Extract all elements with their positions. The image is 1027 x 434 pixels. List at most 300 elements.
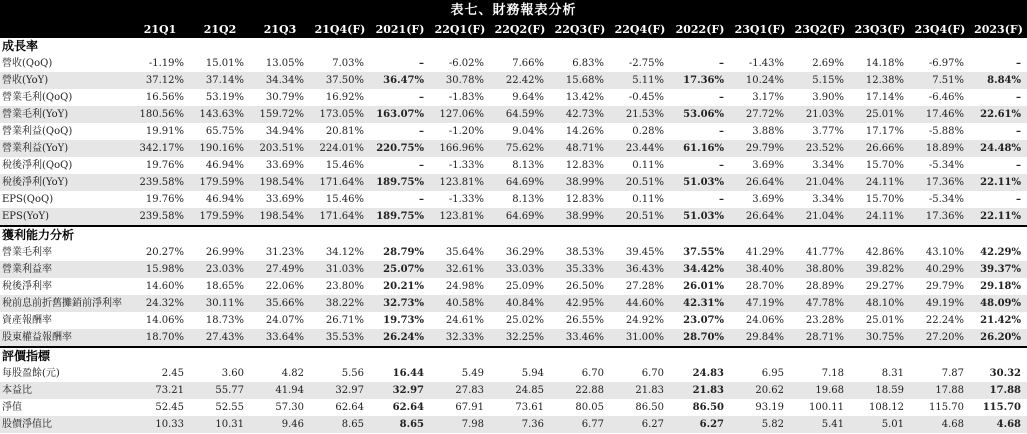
table-cell: 19.91% [145,126,184,137]
table-cell: -6.02% [448,58,484,69]
table-row [0,295,1027,312]
table-cell: 37.50% [325,75,364,86]
table-cell: 189.75% [376,177,424,188]
row-label: 營業利益(QoQ) [2,126,73,137]
table-cell: 14.26% [565,126,604,137]
table-cell: -6.97% [928,58,964,69]
table-cell: 24.48% [980,143,1021,154]
table-row [0,244,1027,261]
table-cell: 26.50% [565,281,604,292]
table-cell: 30.75% [865,332,904,343]
table-cell: 44.60% [625,298,664,309]
table-cell: 23.03% [205,264,244,275]
table-cell: -5.88% [928,126,964,137]
column-header: 23Q2(F) [794,23,846,36]
table-cell: 4.68 [996,419,1021,430]
table-cell: 18.59 [875,385,904,396]
table-cell: – [419,92,424,103]
row-label: 本益比 [2,385,32,396]
table-cell: 10.33 [155,419,184,430]
table-row [0,140,1027,157]
table-cell: 163.07% [376,109,424,120]
row-label: 稅後淨利(QoQ) [2,160,73,171]
table-cell: 42.95% [565,298,604,309]
table-cell: 3.69% [752,160,784,171]
table-cell: 48.09% [980,298,1021,309]
column-header: 23Q3(F) [854,23,906,36]
table-cell: 220.75% [376,143,424,154]
table-cell: 180.56% [139,109,184,120]
table-cell: 19.68 [815,385,844,396]
table-cell: 9.64% [512,92,544,103]
table-cell: 115.70 [982,402,1021,413]
table-cell: 20.21% [383,281,424,292]
row-label: 營收(YoY) [2,75,49,86]
table-cell: 31.00% [625,332,664,343]
table-cell: 14.06% [145,315,184,326]
section-header [0,225,1027,244]
table-cell: 30.78% [445,75,484,86]
table-cell: 20.51% [625,177,664,188]
table-cell: 15.68% [565,75,604,86]
table-cell: 24.11% [865,211,904,222]
table-cell: 6.83% [572,58,604,69]
table-cell: 53.06% [683,109,724,120]
table-cell: 62.64 [392,402,424,413]
table-cell: 28.89% [805,281,844,292]
table-cell: 32.73% [383,298,424,309]
table-cell: 65.75% [205,126,244,137]
table-cell: 34.42% [683,264,724,275]
table-cell: -5.34% [928,194,964,205]
table-cell: 51.03% [683,211,724,222]
column-header: 2023(F) [974,23,1023,36]
table-cell: 5.15% [812,75,844,86]
table-cell: 3.88% [752,126,784,137]
table-cell: 36.43% [625,264,664,275]
table-cell: -1.83% [448,92,484,103]
table-cell: 3.17% [752,92,784,103]
table-cell: – [419,160,424,171]
table-cell: 27.43% [205,332,244,343]
table-cell: 38.99% [565,211,604,222]
table-cell: 33.69% [265,160,304,171]
table-cell: 62.64 [335,402,364,413]
table-cell: 166.96% [439,143,484,154]
table-row [0,89,1027,106]
table-cell: 159.72% [259,109,304,120]
table-cell: 22.11% [980,177,1021,188]
column-header: 21Q3 [263,23,297,36]
table-cell: 34.94% [265,126,304,137]
table-cell: 123.81% [439,177,484,188]
table-cell: 115.70 [929,402,964,413]
table-cell: 3.69% [752,194,784,205]
table-row [0,191,1027,208]
table-cell: – [719,194,724,205]
table-cell: 8.13% [512,194,544,205]
table-cell: 46.94% [205,194,244,205]
table-cell: 3.34% [812,194,844,205]
table-cell: 53.19% [205,92,244,103]
table-cell: 17.88 [935,385,964,396]
table-cell: 3.90% [812,92,844,103]
table-cell: 57.30 [275,402,304,413]
table-cell: – [719,92,724,103]
table-cell: 27.49% [265,264,304,275]
table-row [0,399,1027,416]
table-row [0,106,1027,123]
table-cell: 12.83% [565,160,604,171]
row-label: 稅後淨利(YoY) [2,177,69,188]
column-header: 22Q1(F) [434,23,486,36]
row-label: 營收(QoQ) [2,58,53,69]
table-row [0,416,1027,433]
table-cell: 198.54% [259,177,304,188]
table-cell: 40.58% [445,298,484,309]
column-header: 23Q1(F) [734,23,786,36]
table-cell: 5.41 [821,419,844,430]
table-cell: 31.23% [265,247,304,258]
table-cell: 17.46% [925,109,964,120]
table-cell: -2.75% [628,58,664,69]
table-cell: 36.29% [505,247,544,258]
table-row [0,208,1027,225]
table-cell: 15.70% [865,194,904,205]
row-label: 營業毛利率 [2,247,52,258]
row-label: 資產報酬率 [2,315,52,326]
table-cell: 5.11% [632,75,664,86]
section-header [0,346,1027,365]
table-cell: 26.24% [383,332,424,343]
table-cell: 6.77 [581,419,604,430]
table-cell: 203.51% [259,143,304,154]
section-title: 獲利能力分析 [2,228,75,242]
table-cell: 100.11 [809,402,844,413]
table-cell: 7.66% [512,58,544,69]
row-label: EPS(YoY) [2,211,50,222]
table-cell: 0.28% [632,126,664,137]
table-cell: 41.77% [805,247,844,258]
table-cell: 20.62 [755,385,784,396]
table-cell: 3.60 [221,368,244,379]
table-cell: 20.51% [625,211,664,222]
table-cell: 127.06% [439,109,484,120]
table-cell: 37.55% [683,247,724,258]
table-cell: -5.34% [928,160,964,171]
table-cell: 19.76% [145,194,184,205]
header-label-cell [0,21,130,38]
table-cell: 27.83 [455,385,484,396]
table-cell: -1.43% [748,58,784,69]
table-cell: 36.47% [383,75,424,86]
table-cell: 42.73% [565,109,604,120]
column-header: 23Q4(F) [914,23,966,36]
table-cell: 171.64% [319,177,364,188]
table-row [0,329,1027,346]
table-cell: 20.81% [325,126,364,137]
table-cell: 3.34% [812,160,844,171]
column-header: 22Q3(F) [554,23,606,36]
table-cell: 15.01% [205,58,244,69]
table-cell: 25.07% [383,264,424,275]
table-cell: 8.84% [987,75,1021,86]
table-cell: 35.53% [325,332,364,343]
table-cell: 26.55% [565,315,604,326]
row-label: 營業利益(YoY) [2,143,69,154]
table-cell: 18.65% [205,281,244,292]
table-cell: 10.31 [215,419,244,430]
table-cell: 30.32 [989,368,1021,379]
table-cell: 21.42% [980,315,1021,326]
table-cell: 41.94 [275,385,304,396]
table-cell: 13.42% [565,92,604,103]
table-cell: -1.19% [148,58,184,69]
row-label: 營業毛利(YoY) [2,109,69,120]
table-cell: 33.64% [265,332,304,343]
table-cell: 6.27 [641,419,664,430]
table-cell: 28.71% [805,332,844,343]
table-cell: 30.11% [205,298,244,309]
table-cell: 32.33% [445,332,484,343]
row-label: 營業毛利(QoQ) [2,92,73,103]
table-cell: 18.89% [925,143,964,154]
table-cell: 40.29% [925,264,964,275]
table-cell: 27.28% [625,281,664,292]
table-cell: 16.44 [392,368,424,379]
table-cell: 9.46 [281,419,304,430]
table-cell: 5.49 [461,368,484,379]
table-cell: 35.64% [445,247,484,258]
table-cell: 42.86% [865,247,904,258]
table-cell: 19.73% [383,315,424,326]
table-cell: 198.54% [259,211,304,222]
table-cell: 30.79% [265,92,304,103]
table-cell: 51.03% [683,177,724,188]
table-cell: 123.81% [439,211,484,222]
table-cell: 3.77% [812,126,844,137]
table-cell: 22.42% [505,75,544,86]
table-cell: 108.12 [869,402,904,413]
row-label: 營業利益率 [2,264,52,275]
table-cell: 28.70% [683,332,724,343]
table-cell: 42.29% [980,247,1021,258]
table-cell: 8.31 [881,368,904,379]
table-cell: 21.04% [805,211,844,222]
table-cell: – [419,58,424,69]
table-cell: 7.51% [932,75,964,86]
table-cell: 7.03% [332,58,364,69]
table-cell: 31.03% [325,264,364,275]
table-title: 表七、財務報表分析 [0,0,1027,21]
table-cell: 67.91 [455,402,484,413]
table-cell: 179.59% [199,211,244,222]
table-cell: 73.61 [515,402,544,413]
table-cell: 39.37% [980,264,1021,275]
row-label: 每股盈餘(元) [2,368,60,379]
table-cell: 38.99% [565,177,604,188]
table-cell: 0.11% [632,194,664,205]
table-cell: -1.33% [448,160,484,171]
table-cell: 24.61% [445,315,484,326]
table-cell: 24.32% [145,298,184,309]
table-cell: 14.60% [145,281,184,292]
table-cell: 17.36% [925,211,964,222]
table-cell: 32.25% [505,332,544,343]
table-cell: 17.88 [989,385,1021,396]
column-header: 21Q2 [203,23,237,36]
table-cell: 33.69% [265,194,304,205]
table-cell: 39.82% [865,264,904,275]
table-cell: 9.04% [512,126,544,137]
table-cell: 23.52% [805,143,844,154]
table-cell: 26.99% [205,247,244,258]
table-cell: 46.94% [205,160,244,171]
table-cell: 26.20% [980,332,1021,343]
table-cell: 173.05% [319,109,364,120]
table-cell: 25.09% [505,281,544,292]
table-cell: 18.73% [205,315,244,326]
table-cell: 49.19% [925,298,964,309]
table-cell: 33.46% [565,332,604,343]
table-cell: 64.59% [505,109,544,120]
row-label: 股東權益報酬率 [2,332,72,343]
table-cell: 22.06% [265,281,304,292]
table-cell: 48.71% [565,143,604,154]
column-header: 22Q2(F) [494,23,546,36]
table-cell: -1.33% [448,194,484,205]
table-cell: 32.61% [445,264,484,275]
table-cell: 224.01% [319,143,364,154]
table-row [0,55,1027,72]
column-header-row [0,21,1027,38]
table-cell: 26.01% [683,281,724,292]
table-cell: 15.46% [325,160,364,171]
table-cell: 35.33% [565,264,604,275]
table-cell: – [719,160,724,171]
table-cell: 12.83% [565,194,604,205]
table-cell: 26.71% [325,315,364,326]
table-cell: 4.68 [941,419,964,430]
table-row [0,365,1027,382]
table-cell: 6.70 [581,368,604,379]
table-cell: 19.76% [145,160,184,171]
table-cell: 5.94 [521,368,544,379]
table-body [0,38,1027,433]
table-cell: 15.46% [325,194,364,205]
table-cell: 93.19 [755,402,784,413]
table-cell: 24.98% [445,281,484,292]
column-header: 21Q4(F) [314,23,366,36]
table-cell: 39.45% [625,247,664,258]
table-cell: 21.03% [805,109,844,120]
table-cell: 38.22% [325,298,364,309]
table-cell: 20.27% [145,247,184,258]
table-cell: 24.06% [745,315,784,326]
table-cell: 14.18% [865,58,904,69]
table-row [0,174,1027,191]
table-cell: 7.98 [461,419,484,430]
table-cell: 10.24% [745,75,784,86]
table-cell: 17.17% [865,126,904,137]
table-cell: – [1016,194,1021,205]
table-cell: 8.13% [512,160,544,171]
table-cell: 26.64% [745,177,784,188]
table-cell: 6.70 [641,368,664,379]
table-cell: 43.10% [925,247,964,258]
row-label: 稅前息前折舊攤銷前淨利率 [2,298,122,309]
table-row [0,261,1027,278]
table-cell: -0.45% [628,92,664,103]
table-cell: 48.10% [865,298,904,309]
table-cell: 18.70% [145,332,184,343]
table-cell: 4.82 [281,368,304,379]
table-cell: 24.83 [692,368,724,379]
table-cell: 17.14% [865,92,904,103]
table-cell: 29.27% [865,281,904,292]
column-header: 22Q4(F) [614,23,666,36]
table-cell: 24.07% [265,315,304,326]
table-cell: 15.70% [865,160,904,171]
table-cell: 342.17% [139,143,184,154]
table-cell: 28.79% [383,247,424,258]
table-row [0,312,1027,329]
table-cell: 29.18% [980,281,1021,292]
table-cell: 21.83 [692,385,724,396]
table-cell: 189.75% [376,211,424,222]
table-cell: 24.85 [515,385,544,396]
table-cell: 22.24% [925,315,964,326]
table-cell: 2.45 [161,368,184,379]
table-cell: 239.58% [139,177,184,188]
table-cell: 35.66% [265,298,304,309]
table-cell: 8.65 [399,419,424,430]
table-cell: – [1016,160,1021,171]
table-cell: 143.63% [199,109,244,120]
table-cell: 7.87 [941,368,964,379]
table-cell: 8.65 [341,419,364,430]
table-cell: 5.01 [881,419,904,430]
table-cell: -6.46% [928,92,964,103]
column-header: 21Q1 [143,23,177,36]
column-header: 2021(F) [375,23,425,36]
row-label: 稅後淨利率 [2,281,52,292]
table-cell: 25.02% [505,315,544,326]
table-cell: 40.84% [505,298,544,309]
row-label: 淨值 [2,402,22,413]
table-cell: 29.79% [745,143,784,154]
table-cell: 5.56 [341,368,364,379]
table-cell: 25.01% [865,315,904,326]
table-cell: 61.16% [683,143,724,154]
table-cell: 7.36 [521,419,544,430]
table-cell: 21.04% [805,177,844,188]
table-row [0,123,1027,140]
row-label: 股價淨值比 [2,419,52,430]
table-cell: 27.20% [925,332,964,343]
table-cell: 42.31% [683,298,724,309]
table-cell: 27.72% [745,109,784,120]
table-cell: 80.05 [575,402,604,413]
table-cell: 23.28% [805,315,844,326]
table-cell: 47.19% [745,298,784,309]
table-cell: 32.97 [335,385,364,396]
table-cell: 171.64% [319,211,364,222]
table-cell: 22.61% [980,109,1021,120]
table-cell: – [419,194,424,205]
table-cell: 23.44% [625,143,664,154]
table-cell: 0.11% [632,160,664,171]
